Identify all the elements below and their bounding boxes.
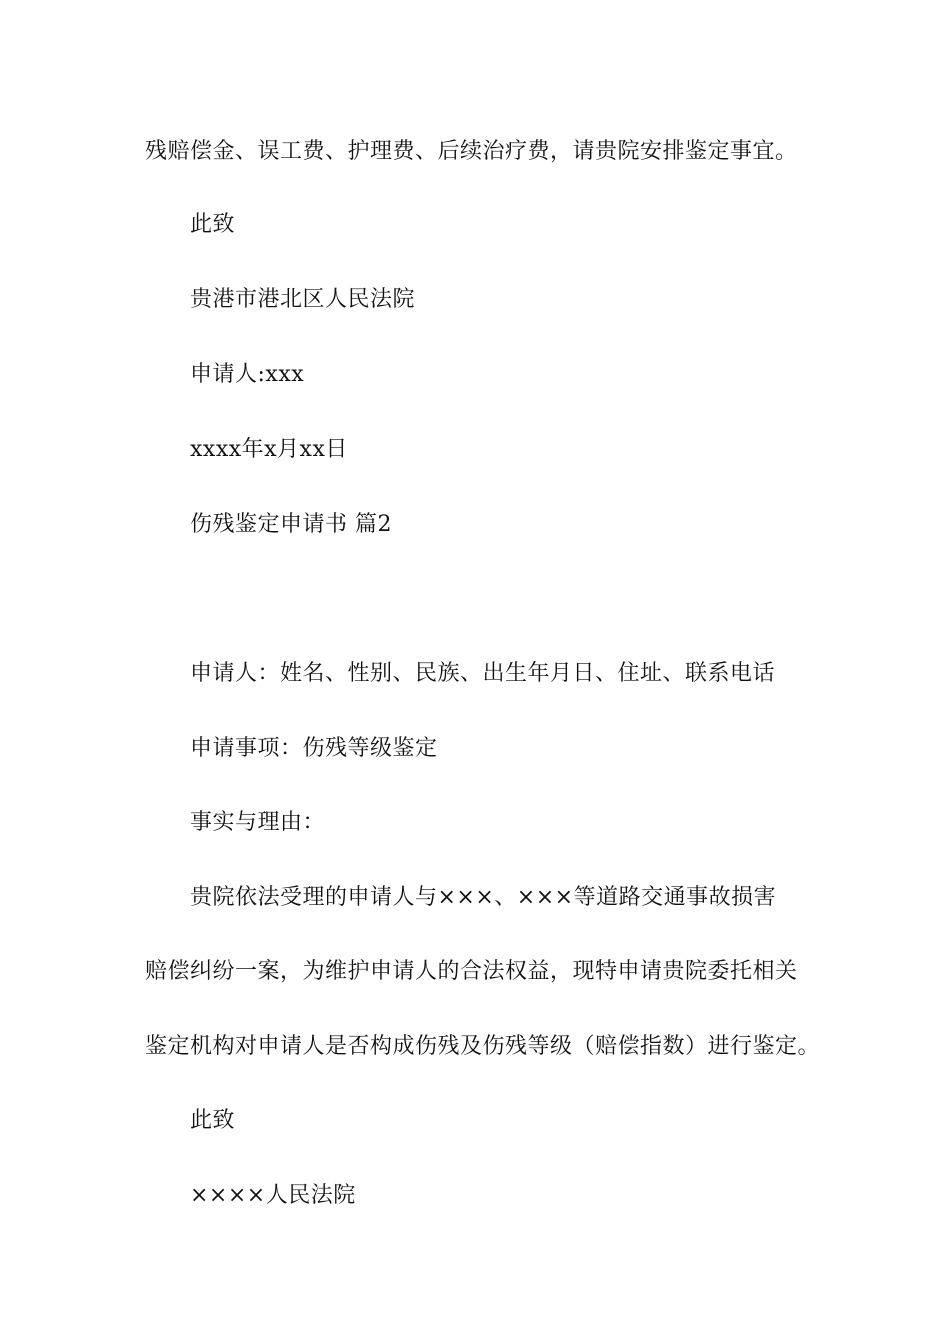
salutation-2: 此致 <box>190 1108 236 1133</box>
date-line: xxxx年x月xx日 <box>190 437 348 462</box>
salutation: 此致 <box>190 212 236 237</box>
facts-and-reasons-heading: 事实与理由： <box>190 810 326 835</box>
addressee: 贵港市港北区人民法院 <box>190 287 416 312</box>
applicant-signature: 申请人:xxx <box>190 362 305 387</box>
addressee-2: ××××人民法院 <box>190 1183 356 1208</box>
body-paragraph-line-1: 贵院依法受理的申请人与×××、×××等道路交通事故损害 <box>190 885 777 910</box>
paragraph-continuation: 残赔偿金、误工费、护理费、后续治疗费，请贵院安排鉴定事宜。 <box>145 139 798 164</box>
body-paragraph-line-2: 赔偿纠纷一案，为维护申请人的合法权益，现特申请贵院委托相关 <box>145 959 798 984</box>
section-title: 伤残鉴定申请书 篇2 <box>190 512 392 537</box>
application-matter: 申请事项：伤残等级鉴定 <box>190 736 438 761</box>
applicant-info: 申请人：姓名、性别、民族、出生年月日、住址、联系电话 <box>190 661 776 686</box>
body-paragraph-line-3: 鉴定机构对申请人是否构成伤残及伤残等级（赔偿指数）进行鉴定。 <box>145 1034 821 1059</box>
